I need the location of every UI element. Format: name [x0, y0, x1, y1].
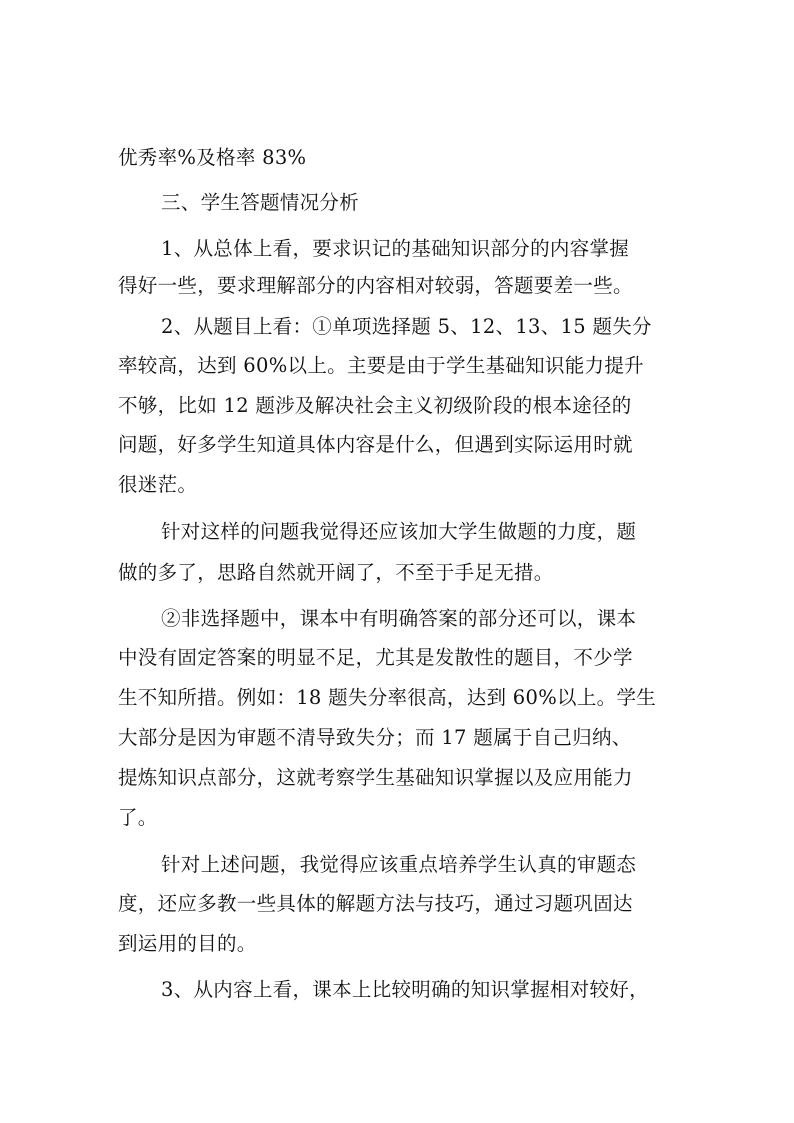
paragraph-line: 大部分是因为审题不清导致失分；而 17 题属于自己归纳、 [118, 726, 632, 749]
section-heading: 三、学生答题情况分析 [161, 191, 360, 214]
paragraph-line: 到运用的目的。 [118, 932, 257, 955]
paragraph-line: 2、从题目上看：①单项选择题 5、12、13、15 题失分 [161, 315, 652, 338]
paragraph-line: 中没有固定答案的明显不足，尤其是发散性的题目，不少学 [118, 646, 633, 669]
paragraph-line: 不够，比如 12 题涉及解决社会主义初级阶段的根本途径的 [118, 394, 632, 417]
paragraph-line: 度，还应多教一些具体的解题方法与技巧，通过习题巩固达 [118, 892, 633, 915]
paragraph-line: 了。 [118, 806, 158, 829]
text-line-pass-rate: 优秀率%及格率 83% [118, 146, 307, 169]
paragraph-line: 针对上述问题，我觉得应该重点培养学生认真的审题态 [161, 853, 637, 876]
paragraph-line: 得好一些，要求理解部分的内容相对较弱，答题要差一些。 [118, 274, 633, 297]
paragraph-line: 率较高，达到 60%以上。主要是由于学生基础知识能力提升 [118, 354, 644, 377]
paragraph-line: 1、从总体上看，要求识记的基础知识部分的内容掌握 [161, 237, 630, 260]
paragraph-line: ②非选择题中，课本中有明确答案的部分还可以，课本 [161, 607, 637, 630]
paragraph-line: 提炼知识点部分，这就考察学生基础知识掌握以及应用能力 [118, 766, 633, 789]
paragraph-line: 生不知所措。例如：18 题失分率很高，达到 60%以上。学生 [118, 686, 657, 709]
paragraph-line: 问题，好多学生知道具体内容是什么，但遇到实际运用时就 [118, 433, 633, 456]
paragraph-line: 针对这样的问题我觉得还应该加大学生做题的力度，题 [161, 520, 637, 543]
paragraph-line: 做的多了，思路自然就开阔了，不至于手足无措。 [118, 561, 554, 584]
paragraph-line: 3、从内容上看，课本上比较明确的知识掌握相对较好， [161, 978, 649, 1001]
paragraph-line: 很迷茫。 [118, 473, 198, 496]
